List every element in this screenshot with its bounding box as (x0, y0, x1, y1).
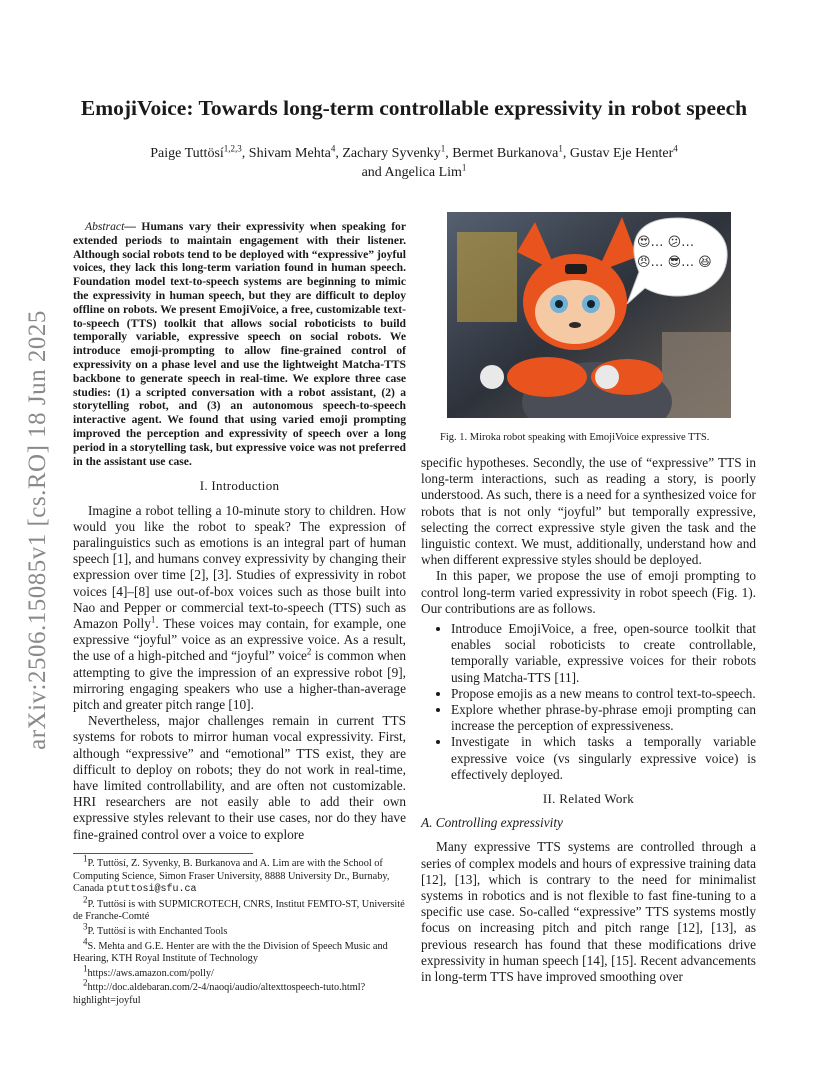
emoji-laughing: 😆 (698, 255, 712, 270)
contribution-item: • Explore whether phrase-by-phrase emoji prompting can increase the perception of expressiveness. (451, 702, 756, 734)
author-name: Gustav Eje Henter (569, 146, 674, 161)
contribution-list (421, 621, 756, 783)
author-affiliation: 1,2,3 (223, 143, 242, 154)
author-name: Angelica Lim (384, 165, 462, 180)
figure-1-robot-photo (447, 212, 731, 418)
author-affiliation: 1 (461, 162, 467, 173)
emoji-heart-eyes: 😍… (637, 235, 664, 250)
footnote-affiliation-1: $^1$P. Tuttösí, Z. Syvenky, B. Burkanova and A. Lim are with the School of Computing Science, Simon Fraser University, 8888 University Dr., Burnaby, Canada ptuttosi@sfu.ca (73, 853, 390, 896)
author-name: Paige Tuttösí (150, 146, 224, 161)
robot-right-hand (595, 365, 619, 389)
author-affiliation: 4 (330, 143, 336, 154)
abstract-label: Abstract (85, 220, 125, 233)
left-column (73, 220, 406, 843)
aldebaran-link[interactable]: http://doc.aldebaran.com/2-4/naoqi/audio/altexttospeech-tuto.html?highlight=joyful (73, 982, 366, 1006)
emoji-angry: 😠… (637, 255, 664, 270)
footnote-ref: 1 (150, 614, 156, 625)
intro-paragraph-2: Nevertheless, major challenges remain in current TTS systems for robots to mirror human vocal expressivity. First, although “expressive” and “emotional” TTS exist, they are difficult to deploy on robots; they do not work in real-time, have limited controllability, and are often not customizable. HRI researchers are not easily able to add their own expressive styles relevant to their use cases, nor do they have fine-grained control over a voice to explore (73, 713, 406, 842)
footnote-affiliation-4: $^4$S. Mehta and G.E. Henter are with the the Division of Speech Music and Hearing, KTH Royal Institute of Technology (73, 936, 388, 965)
related-work-paragraph-1: Many expressive TTS systems are controlled through a series of complex models and hours of expressive training data [12], [13], which is contrary to the need for minimalist systems in robotics and is not flexible to fast fine-tuning to a specific use case. So-called “expressive” TTS systems mostly focus on increasing pitch and pitch range [12], [13], as previous research has found that these modifications drive expressivity in human speech [14], [15]. Recent advancements in long-term TTS have improved smoothing over (421, 839, 756, 985)
author-name: Bermet Burkanova (452, 146, 559, 161)
section-heading-introduction: I. Introduction (199, 478, 280, 494)
arxiv-id-text: arXiv:2506.15085v1 [cs.RO] 18 Jun 2025 (24, 310, 51, 750)
footnotes (73, 853, 406, 1010)
robot-left-hand (480, 365, 504, 389)
background-yellow-blur (457, 232, 517, 322)
robot-forehead-camera (565, 264, 587, 274)
footnote-rule (73, 853, 253, 854)
emoji-sunglasses: 😎… (667, 255, 695, 270)
author-name: Zachary Syvenky (342, 146, 441, 161)
section-heading-related-work: II. Related Work (542, 791, 635, 807)
figure-1-caption: Fig. 1. Miroka robot speaking with EmojiVoice expressive TTS. (440, 432, 710, 443)
contribution-item: • Propose emojis as a new means to control text-to-speech. (451, 686, 756, 702)
robot-face (535, 280, 615, 344)
subsection-heading-controlling-expressivity: A. Controlling expressivity (421, 815, 563, 831)
author-affiliation: 4 (673, 143, 678, 154)
author-affiliation: 1 (440, 143, 446, 154)
intro-paragraph-3: specific hypotheses. Secondly, the use of “expressive” TTS in long-term interactions, such as reading a story, is poorly understood. As such, there is a need for a synthesized voice for robots that is not only “joyful” but temporally expressive, selecting the correct expressive style given the task and the linguistic context. We must, additionally, understand how and when different expressive styles should be deployed. (421, 455, 756, 568)
abstract (73, 220, 406, 468)
footnote-url-1: $^1$https://aws.amazon.com/polly/ (83, 963, 214, 979)
paper-title: EmojiVoice: Towards long-term controllable expressivity in robot speech (80, 96, 748, 120)
author-name: Shivam Mehta (248, 146, 331, 161)
footnote-ref: 2 (306, 646, 312, 657)
author-email-link[interactable]: ptuttosi@sfu.ca (106, 884, 197, 896)
author-conjunction: and (361, 165, 382, 180)
polly-link[interactable]: https://aws.amazon.com/polly/ (87, 967, 214, 979)
emoji-confused: 😕… (667, 235, 695, 250)
bubble-emoji-line-2 (637, 255, 712, 270)
intro-paragraph-1: Imagine a robot telling a 10-minute story to children. How would you like the robot to speak? The expression of paralinguistics such as emotions is an integral part of human speech [1], and humans convey expressivity by changing their expression over time [2], [3]. Studies of expressivity in robot voices [4]–[8] use out-of-box voices such as those built into Nao and Pepper or commercial text-to-speech (TTS) such as Amazon Polly$^1$. These voices may contain, for example, one expressive “joyful” voice as an expressive voice. As a result, the use of a high-pitched and “joyful” voice$^2$ is common when attempting to give the impression of an expressive robot [9], mirroring engaging speakers who use a higher-than-average pitch and greater pitch range [10]. (73, 502, 407, 712)
contribution-item: • Introduce EmojiVoice, a free, open-source toolkit that enables social roboticists to create controllable, temporally variable, expressive voices for their robots using Matcha-TTS [11]. (451, 621, 756, 686)
footnote-url-2: $^2$http://doc.aldebaran.com/2-4/naoqi/audio/altexttospeech-tuto.html?highlight=joyful (73, 977, 366, 1006)
footnote-affiliation-3: $^3$P. Tuttösí is with Enchanted Tools (83, 921, 228, 937)
right-column (421, 455, 756, 985)
robot-nose (569, 322, 581, 328)
robot-left-pupil (555, 300, 563, 308)
abstract-text: Humans vary their expressivity when speaking for extended periods to maintain engagement with their listener. Although social robots tend to be deployed with “expressive” joyful voices, they lack this long-term variation found in human speech. Foundation model text-to-speech systems are beginning to mimic the expressivity in human speech, but they are difficult to deploy offline on robots. We present EmojiVoice, a free, customizable text-to-speech (TTS) toolkit that allows social roboticists to build temporally variable, expressive speech on social robots. We introduce emoji-prompting to allow fine-grained control of expressivity on a phase level and use the lightweight Matcha-TTS backbone to generate speech in real-time. We explore three case studies: (1) a scripted conversation with a robot assistant, (2) a storytelling robot, and (3) an autonomous speech-to-speech interactive agent. We found that using varied emoji prompting improved the perception and expressivity of speech over a long period in a storytelling task, but expressive voice was not preferred in the assistant use case. (73, 220, 406, 468)
intro-paragraph-4: In this paper, we propose the use of emoji prompting to control long-term varied expressivity in robot speech (Fig. 1). Our contributions are as follows. (421, 568, 756, 616)
author-list: Paige Tuttösí$^{1,2,3}$, Shivam Mehta$^4$, Zachary Syvenky$^1$, Bermet Burkanova$^1$, Gustav Eje Henter$^4$ and Angelica Lim$^1$ (150, 143, 678, 180)
author-affiliation: 1 (558, 143, 563, 154)
abstract-dash: — (124, 220, 142, 233)
background-wall (662, 332, 731, 418)
footnote-affiliation-2: $^2$P. Tuttösí is with SUPMICROTECH, CNRS, Institut FEMTO-ST, Université de Franche-Comté (73, 894, 405, 923)
robot-left-shoulder (507, 357, 587, 397)
arxiv-sidebar-stamp (8, 270, 68, 790)
contribution-item: • Investigate in which tasks a temporally variable expressive voice (vs singularly expressive voice) is effectively deployed. (451, 734, 756, 783)
robot-right-pupil (587, 300, 595, 308)
